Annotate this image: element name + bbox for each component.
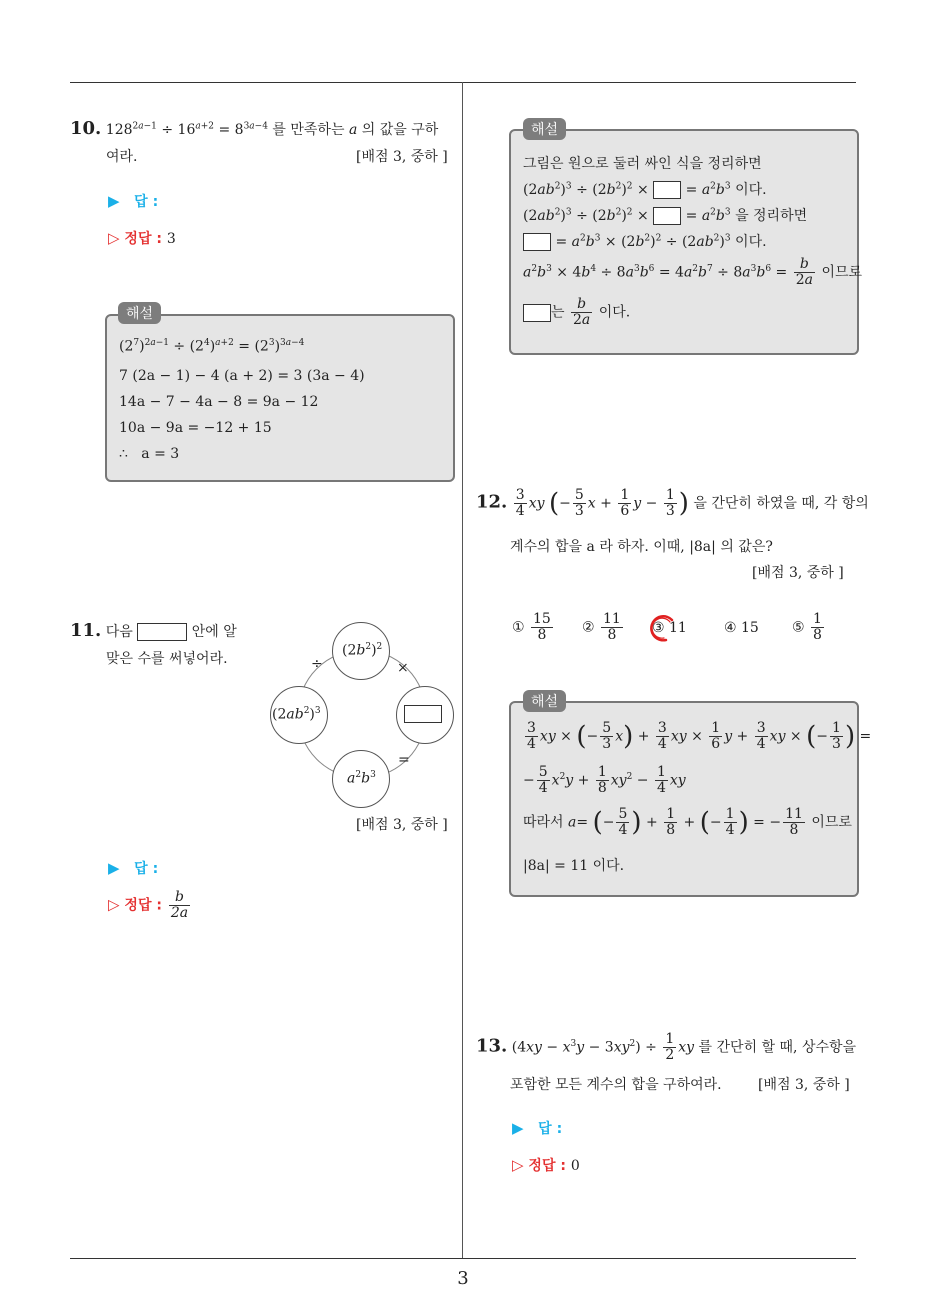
q10-correct-row: ▷ 정답 : 3 — [108, 229, 176, 247]
choice-5[interactable]: ⑤ $\frac{1}{8}$ — [792, 611, 822, 643]
q11-times-sign: × — [397, 660, 409, 676]
q11-sol-line3: $(2ab^2)^3 \div (2b^2)^2$ × = $a^2b^3$ 을 정리하면 — [523, 207, 808, 224]
q10-meta: [배점 3, 중하 ] — [356, 149, 448, 165]
q10-sol-line4: 10a − 9a = −12 + 15 — [119, 420, 272, 436]
play-icon: ▶ — [108, 859, 120, 877]
q12-sol-line4: |8a| = 11 이다. — [523, 858, 625, 874]
q11-line1: 11. 다음 안에 알 — [70, 620, 237, 641]
q11-div-sign: ÷ — [311, 656, 323, 672]
q11-line2: 맞은 수를 써넣어라. — [106, 651, 228, 667]
q12-solution-box — [509, 701, 872, 897]
circle-right-blank — [404, 705, 442, 723]
q13-line1: 13. $(4xy - x^3y - 3xy^2)$ ÷ $\frac{1}{2}$ xy 를 간단히 할 때, 상수항을 — [476, 1031, 857, 1063]
q10-solution-box — [105, 314, 455, 482]
q12-sol-line1: $\frac{3}{4}$ xy × (− $\frac{5}{3}$ x) + $\frac{3}{4}$ xy × $\frac{1}{6}$ y + $\frac{3}{4}$ xy × (− $\frac{1}{3}$ ) = — [527, 720, 872, 752]
q11-eq-sign: = — [398, 752, 410, 768]
q10-equation: $128^{2a-1} \div 16^{a+2} = 8^{3a-4}$ — [105, 121, 268, 138]
q12-sol-line2: − $\frac{5}{4}$ $x^2y$ + $\frac{1}{8}$ $xy^2$ − $\frac{1}{4}$ xy — [523, 764, 686, 796]
q13-correct-row: ▷ 정답 : 0 — [512, 1156, 580, 1174]
q11-sol-line6: 는 $\frac{b}{2a}$ 이다. — [523, 297, 630, 328]
q10-sol-line1: $(2^7)^{2a-1} \div (2^4)^{a+2} = (2^3)^{3a-4}$ — [119, 338, 305, 355]
q13-number: 13. — [476, 1035, 508, 1057]
q10-solution-tag: 해설 — [118, 302, 161, 324]
blank-box — [137, 623, 187, 641]
q12-line1: 12. $\frac{3}{4}$ xy (− $\frac{5}{3}$ x + $\frac{1}{6}$ y − $\frac{1}{3}$ ) 을 간단히 하였을 때, 각 항의 — [476, 487, 869, 519]
q10-line2: 여라. — [106, 149, 138, 165]
choice-4[interactable]: ④ 15 — [724, 620, 759, 636]
q13-answer-row[interactable]: ▶ 답 : — [512, 1119, 563, 1137]
q12-sol-line3: 따라서 a= (− $\frac{5}{4}$ ) + $\frac{1}{8}$ + (− $\frac{1}{4}$ ) = − $\frac{11}{8}$ 이므로 — [523, 806, 852, 838]
choice-3[interactable]: ③ 11 — [652, 620, 687, 636]
q11-sol-line2: $(2ab^2)^3 \div (2b^2)^2$ × = $a^2b^3$ 이다. — [523, 181, 767, 198]
q11-meta: [배점 3, 중하 ] — [356, 817, 448, 833]
q11-sol-line4: = $a^2b^3 \times (2b^2)^2 \div (2ab^2)^3$ 이다. — [523, 231, 767, 251]
q11-number: 11. — [70, 620, 102, 641]
q11-sol-line1: 그림은 원으로 둘러 싸인 식을 정리하면 — [523, 156, 762, 172]
q10-sol-line5: ∴ a = 3 — [119, 446, 180, 462]
q10-answer-row[interactable]: ▶ 답 : — [108, 192, 159, 210]
q12-line2: 계수의 합을 a 라 하자. 이때, |8a| 의 값은? — [510, 539, 773, 555]
circle-top-expr: $(2b^2)^2$ — [342, 642, 383, 659]
correct-circle-mark-icon — [644, 610, 678, 644]
q10-sol-line2: 7 (2a − 1) − 4 (a + 2) = 3 (3a − 4) — [119, 368, 365, 384]
triangle-outline-icon: ▷ — [108, 895, 120, 914]
q10-sol-line3: 14a − 7 − 4a − 8 = 9a − 12 — [119, 394, 319, 410]
q13-meta: [배점 3, 중하 ] — [758, 1077, 850, 1093]
page-number: 3 — [457, 1268, 469, 1289]
triangle-outline-icon: ▷ — [512, 1156, 524, 1174]
choice-2[interactable]: ② $\frac{11}{8}$ — [582, 611, 621, 643]
circle-left-expr: $(2ab^2)^3$ — [272, 706, 321, 723]
play-icon: ▶ — [108, 192, 120, 210]
q11-answer-row[interactable]: ▶ 답 : — [108, 859, 159, 877]
q12-number: 12. — [476, 491, 508, 513]
q10-number: 10. — [70, 118, 102, 139]
q11-solution-tag: 해설 — [523, 118, 566, 140]
q11-solution-box — [509, 129, 863, 355]
bottom-rule — [70, 1258, 856, 1259]
q11-correct-answer: $\frac{b}{2a}$ — [170, 889, 189, 921]
q12-meta: [배점 3, 중하 ] — [752, 565, 844, 581]
q11-correct-row: ▷ 정답 : $\frac{b}{2a}$ — [108, 889, 189, 921]
choice-1[interactable]: ① $\frac{15}{8}$ — [512, 611, 551, 643]
q13-correct-answer: 0 — [570, 1158, 580, 1174]
q12-solution-tag: 해설 — [523, 690, 566, 712]
q10-line1: 10. $128^{2a-1} \div 16^{a+2} = 8^{3a-4}$ 를 만족하는 a 의 값을 구하 — [70, 118, 439, 139]
q13-line2: 포함한 모든 계수의 합을 구하여라. — [510, 1077, 722, 1093]
triangle-outline-icon: ▷ — [108, 229, 120, 247]
q10-correct-answer: 3 — [166, 231, 176, 247]
column-divider — [462, 82, 463, 1258]
play-icon: ▶ — [512, 1119, 524, 1137]
top-rule — [70, 82, 856, 83]
q11-sol-line5: $a^2b^3 \times 4b^4 \div 8a^3b^6 = 4a^2b^7 \div 8a^3b^6$ = $\frac{b}{2a}$ 이므로 — [523, 256, 863, 288]
circle-bottom-expr: $a^2b^3$ — [347, 770, 376, 787]
